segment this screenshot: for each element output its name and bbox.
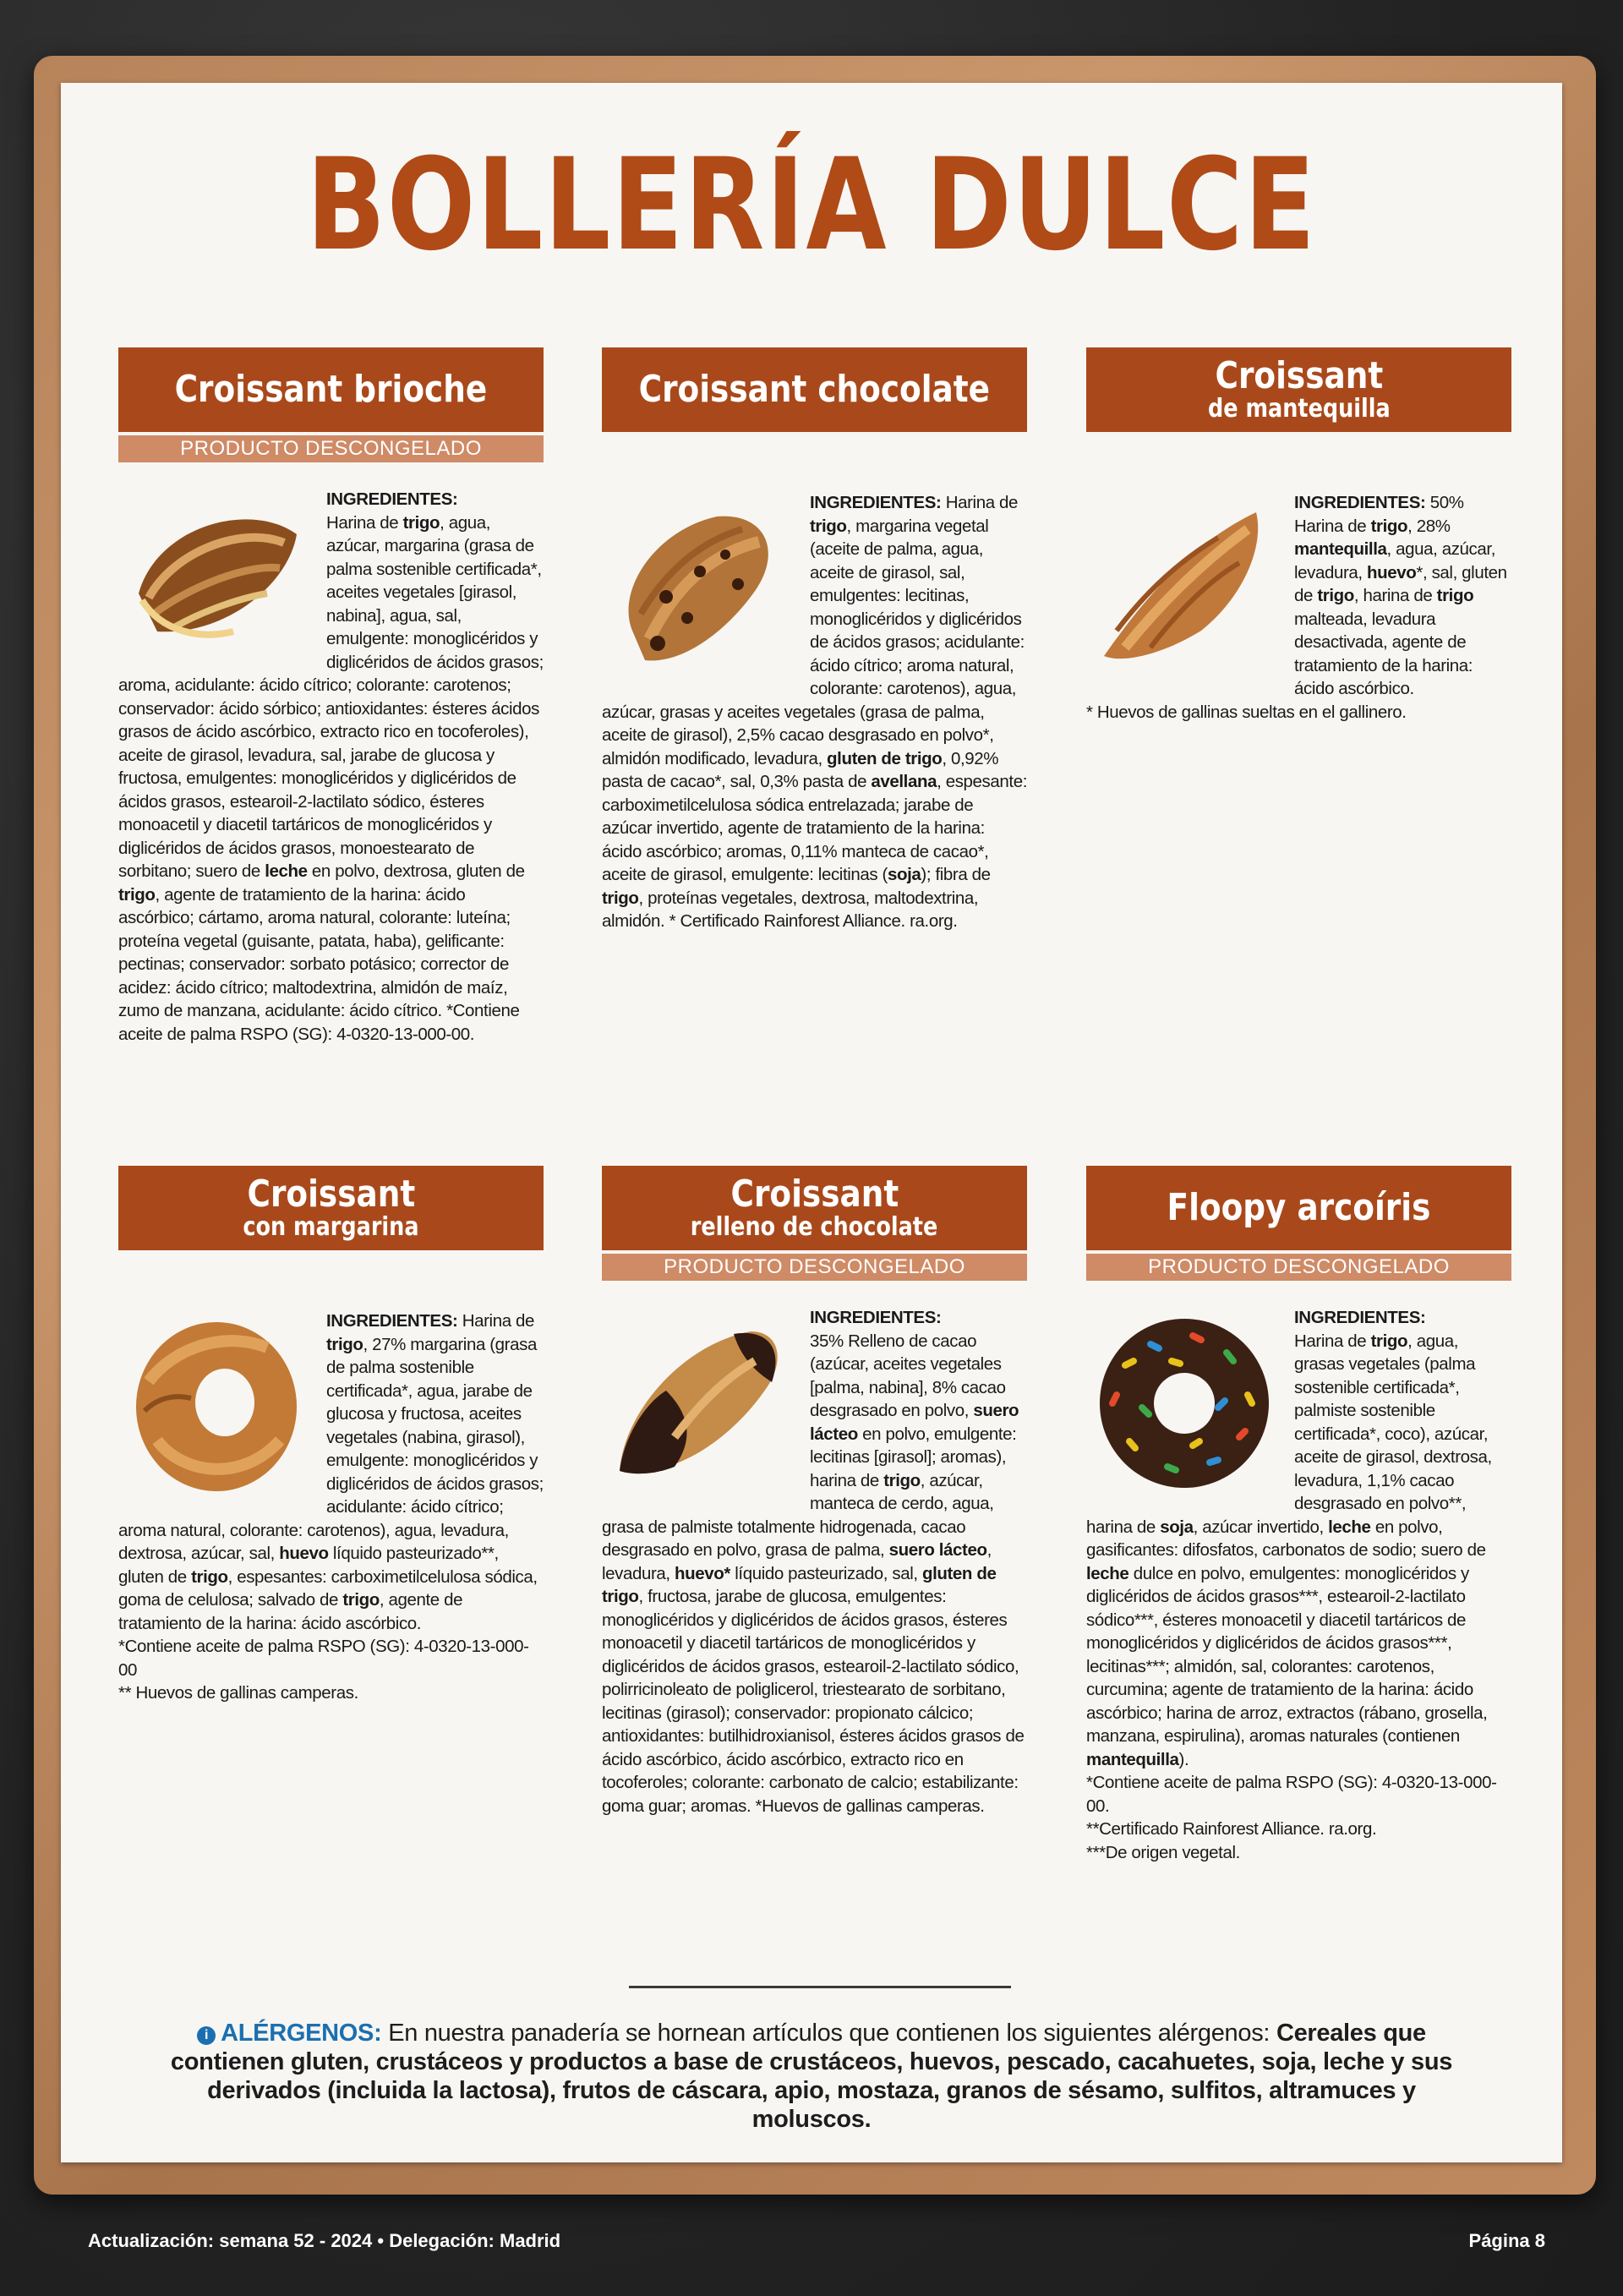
- ingredients-text: INGREDIENTES: Harina de trigo, 27% margarina (grasa de palma sostenible certificada*, agua, jarabe de glucosa y fructosa, aceites vegetales (nabina, girasol), emulgente: monoglicéridos y diglicéridos de ácidos grasos; acidulante: ácido cítrico; aroma natural, colorante: carotenos), agua, levadura, dextrosa, azúcar, sal, huevo líquido pasteurizado**, gluten de trigo, espesantes: carboximetilcelulosa sódica, goma de celulosa; salvado de trigo, agente de tratamiento de la harina: ácido ascórbico. *Contiene aceite de palma RSPO (SG): 4-0320-13-000-00 ** Huevos de gallinas camperas.: [118, 1311, 544, 1703]
- product-name: Croissant brioche: [174, 367, 488, 411]
- product-subtitle: de mantequilla: [1207, 394, 1391, 424]
- allergens-list: Cereales que contienen gluten, crustáceos y productos a base de crustáceos, huevos, pescado, cacahuetes, soja, leche y sus derivados (incluida la lactosa), frutos de cáscara, apio, mostaza, granos de sésamo, sulfitos, altramuces y moluscos.: [170, 2020, 1453, 2133]
- ingredients-text: INGREDIENTES: 35% Relleno de cacao (azúcar, aceites vegetales [palma, nabina], 8% cacao desgrasado en polvo, suero lácteo en polvo, emulgente: lecitinas [girasol]; aromas), harina de trigo, azúcar, manteca de cerdo, agua, grasa de palmiste totalmente hidrogenada, cacao desgrasado en polvo, grasa de palma, suero lácteo, levadura, huevo* líquido pasteurizado, sal, gluten de trigo, fructosa, jarabe de glucosa, emulgentes: monoglicéridos y diglicéridos de ácidos grasos, ésteres monoacetil y diacetil tartáricos de monoglicéridos y diglicéridos de ácidos grasos, estearoil-2-lactilato sódico, polirricinoleato de poliglicerol, triestearato de sorbitano, lecitinas (girasol); conservador: propionato cálcico; antioxidantes: butilhidroxianisol, ésteres ácidos grasos de ácido ascórbico, ácido ascórbico, extracto rico en tocoferoles; colorante: carbonato de calcio; estabilizante: goma guar; aromas. *Huevos de gallinas camperas.: [602, 1308, 1025, 1816]
- info-icon: i: [197, 2026, 216, 2045]
- status-badge: PRODUCTO DESCONGELADO: [118, 435, 544, 462]
- product-name: Croissant: [247, 1173, 415, 1216]
- product-header: [118, 347, 544, 432]
- allergens-label: ALÉRGENOS:: [221, 2020, 382, 2047]
- allergens-notice: [152, 2019, 1471, 2134]
- croissant-mantequilla-photo: [1086, 491, 1282, 686]
- croissant-margarina-photo: [118, 1309, 314, 1504]
- product-name: Floopy arcoíris: [1167, 1185, 1431, 1229]
- product-card-croissant-mantequilla: [1086, 347, 1511, 724]
- product-header: [602, 1166, 1027, 1250]
- ingredients-text: INGREDIENTES: Harina de trigo, agua, grasas vegetales (palma sostenible certificada*, palmiste sostenible certificada*, coco), azúcar, aceite de girasol, dextrosa, levadura, 1,1% cacao desgrasado en polvo**, harina de soja, azúcar invertido, leche en polvo, gasificantes: difosfatos, carbonatos de sodio; suero de leche dulce en polvo, emulgentes: monoglicéridos y diglicéridos de ácidos grasos***, estearoil-2-lactilato sódico***, ésteres monoacetil y diacetil tartáricos de monoglicéridos y diglicéridos de ácidos grasos***, lecitinas***; almidón, sal, colorantes: carotenos, curcumina; agente de tratamiento de la harina: ácido ascórbico; harina de arroz, extractos (rábano, grosella, manzana, espirulina), aromas naturales (contienen mantequilla). *Contiene aceite de palma RSPO (SG): 4-0320-13-000-00. **Certificado Rainforest Alliance. ra.org. ***De origen vegetal.: [1086, 1308, 1497, 1862]
- croissant-chocolate-photo: [602, 491, 798, 686]
- product-subtitle: relleno de chocolate: [691, 1212, 938, 1243]
- floopy-arcoiris-photo: [1086, 1306, 1282, 1501]
- product-name: Croissant chocolate: [638, 367, 991, 411]
- ingredients-text: INGREDIENTES: Harina de trigo, margarina vegetal (aceite de palma, agua, aceite de girasol, sal, emulgentes: lecitinas, monoglicéridos y diglicéridos de ácidos grasos; acidulante: ácido cítrico; aroma natural, colorante: carotenos), agua, azúcar, grasas y aceites vegetales (grasa de palma, aceite de girasol), 2,5% cacao desgrasado en polvo*, almidón modificado, levadura, gluten de trigo, 0,92% pasta de cacao*, sal, 0,3% pasta de avellana, espesante: carboximetilcelulosa sódica entrelazada; jarabe de azúcar invertido, agente de tratamiento de la harina: ácido ascórbico; aromas, 0,11% manteca de cacao*, aceite de girasol, emulgente: lecitinas (soja); fibra de trigo, proteínas vegetales, dextrosa, maltodextrina, almidón. * Certificado Rainforest Alliance. ra.org.: [602, 493, 1027, 931]
- product-card-croissant-brioche: [118, 347, 544, 1046]
- page-number: Página 8: [1468, 2230, 1545, 2251]
- product-header: [118, 1166, 544, 1250]
- product-card-croissant-margarina: [118, 1166, 544, 1705]
- status-badge: PRODUCTO DESCONGELADO: [1086, 1254, 1511, 1281]
- footer-update-info: Actualización: semana 52 - 2024 • Delegación: Madrid: [88, 2230, 561, 2251]
- product-header: [1086, 1166, 1511, 1250]
- section-divider: [629, 1986, 1011, 1988]
- product-card-croissant-chocolate: [602, 347, 1027, 933]
- product-card-croissant-relleno-chocolate: [602, 1166, 1027, 1818]
- allergens-intro: En nuestra panadería se hornean artículos que contienen los siguientes alérgenos:: [381, 2020, 1276, 2047]
- product-name: Croissant: [730, 1173, 899, 1216]
- product-header: [1086, 347, 1511, 432]
- status-badge: PRODUCTO DESCONGELADO: [602, 1254, 1027, 1281]
- ingredients-text: INGREDIENTES: Harina de trigo, agua, azúcar, margarina (grasa de palma sostenible certificada*, aceites vegetales [girasol, nabina], agua, sal, emulgente: monoglicéridos y diglicéridos de ácidos grasos; aroma, acidulante: ácido cítrico; colorante: carotenos; conservador: ácido sórbico; antioxidantes: ésteres ácidos grasos de ácido ascórbico, extracto rico en tocoferoles), aceite de girasol, levadura, sal, jarabe de glucosa y fructosa, emulgentes: monoglicéridos y diglicéridos de ácidos grasos, estearoil-2-lactilato sódico, ésteres monoacetil y diacetil tartáricos de monoglicéridos y diglicéridos de ácidos grasos, monoestearato de sorbitano; suero de leche en polvo, dextrosa, gluten de trigo, agente de tratamiento de la harina: ácido ascórbico; cártamo, aroma natural, colorante: luteína; proteína vegetal (guisante, patata, haba), gelificante: pectinas; conservador: sorbato potásico; corrector de acidez: ácido cítrico; maltodextrina, almidón de maíz, zumo de manzana, acidulante: ácido cítrico. *Contiene aceite de palma RSPO (SG): 4-0320-13-000-00.: [118, 489, 544, 1044]
- product-name: Croissant: [1215, 354, 1383, 398]
- product-header: [602, 347, 1027, 432]
- croissant-brioche-photo: [118, 488, 314, 657]
- ingredients-text: INGREDIENTES: 50% Harina de trigo, 28% mantequilla, agua, azúcar, levadura, huevo*, sal, gluten de trigo, harina de trigo malteada, levadura desactivada, agente de tratamiento de la harina: ácido ascórbico. * Huevos de gallinas sueltas en el gallinero.: [1086, 493, 1507, 722]
- product-subtitle: con margarina: [243, 1212, 419, 1243]
- croissant-relleno-chocolate-photo: [602, 1306, 798, 1501]
- page-title: BOLLERÍA DULCE: [306, 132, 1317, 279]
- product-card-floopy-arcoiris: [1086, 1166, 1511, 1864]
